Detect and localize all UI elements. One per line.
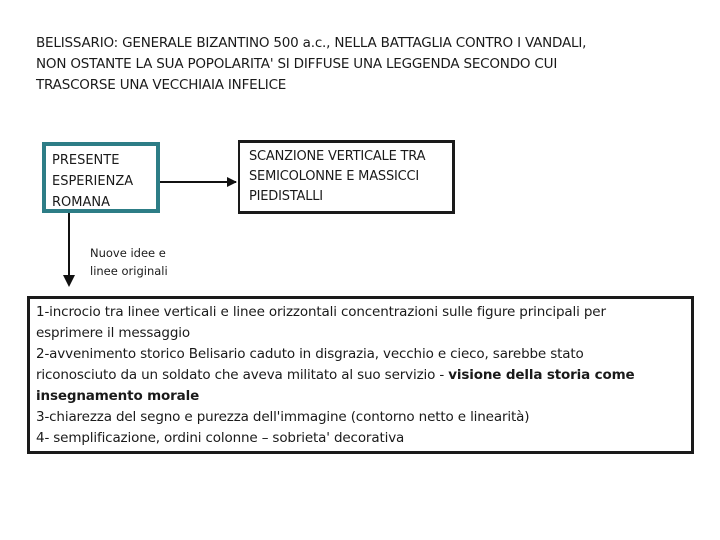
arrow-note-line-1: Nuove idee e <box>90 246 166 260</box>
box-left-line-2: ESPERIENZA <box>52 174 134 189</box>
box-right-line-1: SCANZIONE VERTICALE TRA <box>249 149 426 164</box>
box-presente-esperienza-romana <box>42 142 160 213</box>
box-scanzione-verticale <box>238 140 455 214</box>
list-line-3: 2-avvenimento storico Belisario caduto in disgrazia, vecchio e cieco, sarebbe stato <box>36 346 584 362</box>
box-characteristics-list <box>27 296 694 454</box>
arrow-note-line-2: linee originali <box>90 264 168 278</box>
box-left-line-3: ROMANA <box>52 195 110 210</box>
list-line-4-bold: visione della storia come <box>448 367 635 383</box>
list-line-2: esprimere il messaggio <box>36 325 190 341</box>
arrow-note <box>90 244 168 280</box>
arrow-to-list-box-head <box>63 275 75 287</box>
box-right-line-2: SEMICOLONNE E MASSICCI <box>249 169 420 184</box>
box-right-line-3: PIEDISTALLI <box>249 189 323 204</box>
list-line-6: 3-chiarezza del segno e purezza dell'immagine (contorno netto e linearità) <box>36 409 530 425</box>
box-left-line-1: PRESENTE <box>52 153 120 168</box>
list-line-7: 4- semplificazione, ordini colonne – sobrieta' decorativa <box>36 430 405 446</box>
heading-line-2: NON OSTANTE LA SUA POPOLARITA' SI DIFFUSE UNA LEGGENDA SECONDO CUI <box>36 56 558 72</box>
heading-line-1: BELISSARIO: GENERALE BIZANTINO 500 a.c., NELLA BATTAGLIA CONTRO I VANDALI, <box>36 35 587 51</box>
list-line-5: insegnamento morale <box>36 388 200 404</box>
heading-line-3: TRASCORSE UNA VECCHIAIA INFELICE <box>36 77 287 93</box>
list-line-1: 1-incrocio tra linee verticali e linee orizzontali concentrazioni sulle figure principali per <box>36 304 606 320</box>
list-line-4-plain: riconosciuto da un soldato che aveva militato al suo servizio - <box>36 367 449 383</box>
list-line-4 <box>36 365 691 386</box>
